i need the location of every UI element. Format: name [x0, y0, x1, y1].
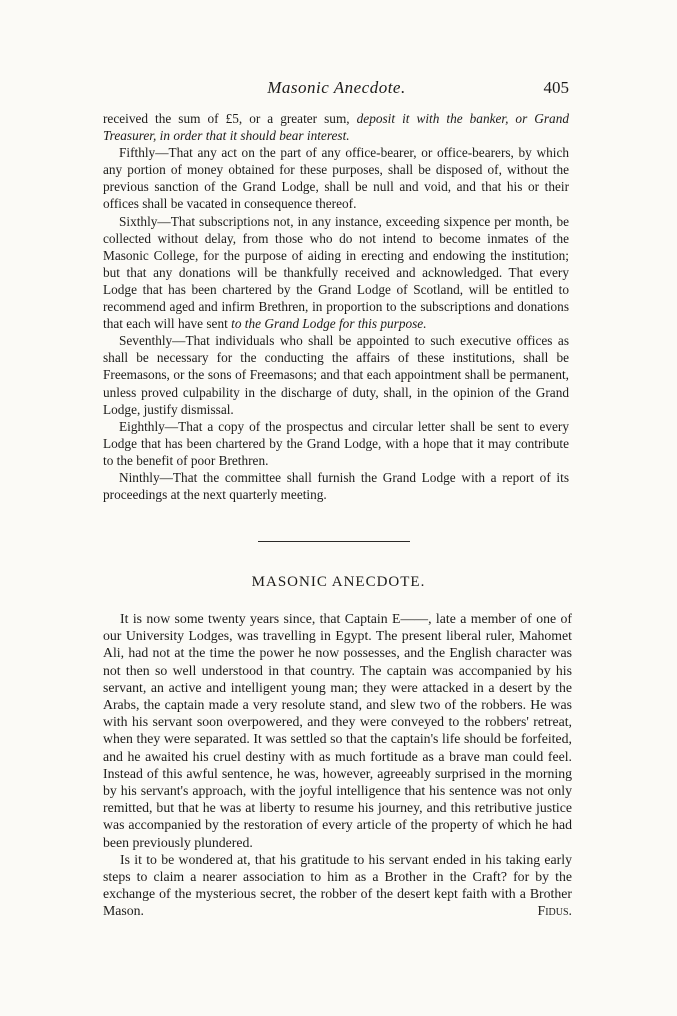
italic-text: deposit it with the banker, or Grand Treasurer, in order that it should bear interest. [103, 111, 569, 144]
article-paragraph [103, 851, 572, 920]
paragraph-text: Ninthly—That the committee shall furnish the Grand Lodge with a report of its proceedings at the next quarterly meeting. [103, 469, 569, 503]
page-header [104, 78, 569, 102]
resolution-paragraph [103, 213, 569, 333]
paragraph-text: received the sum of £5, or a greater sum, [103, 111, 357, 126]
paragraph-text: Fifthly—That any act on the part of any office-bearer, or office-bearers, by which any portion of money obtained for these purposes, shall be disposed of, without the previous sanction of the Grand Lodge, shall be null and void, and that his or their offices shall be vacated in consequence thereof. [103, 145, 569, 212]
article-title: MASONIC ANECDOTE. [251, 574, 426, 590]
running-title: Masonic Anecdote. [267, 78, 406, 97]
article-body [103, 610, 572, 920]
author-signature: Fidus. [537, 903, 572, 919]
paragraph-text: Is it to be wondered at, that his gratitude to his servant ended in his taking early steps to claim a nearer association to him as a Brother in the Craft? for by the exchange of the mysterious secret, the robber of the desert kept faith with a Brother Mason. [103, 851, 572, 919]
resolution-paragraph [103, 332, 569, 417]
section-divider [258, 541, 410, 542]
italic-text: to the Grand Lodge for this purpose. [231, 316, 427, 332]
resolution-paragraph [103, 469, 569, 503]
paragraph-text: Eighthly—That a copy of the prospectus and circular letter shall be sent to every Lodge that has been chartered by the Grand Lodge, with a hope that it may contribute to the benefit of poor Brethren. [103, 418, 569, 468]
paragraph-text: Seventhly—That individuals who shall be appointed to such executive offices as shall be necessary for the conducting the affairs of these institutions, shall be Freemasons, or the sons of Freemasons; and that each appointment shall be permanent, unless proved culpability in the discharge of duty, shall, in the opinion of the Grand Lodge, justify dismissal. [103, 333, 569, 417]
resolution-paragraph [103, 110, 569, 144]
resolution-paragraph [103, 144, 569, 212]
paragraph-text: Sixthly—That subscriptions not, in any instance, exceeding sixpence per month, be collected without delay, from those who do not intend to become inmates of the Masonic College, for the purpose of aiding in erecting and endowing the institution; but that any donations will be thankfully received and acknowledged. That every Lodge that has been chartered by the Grand Lodge of Scotland, will be entitled to recommend aged and infirm Brethren, in proportion to the subscriptions and donations that each will have sent [103, 213, 569, 332]
resolution-paragraph [103, 418, 569, 469]
page-number: 405 [543, 78, 569, 97]
article-paragraph: It is now some twenty years since, that Captain E——, late a member of one of our University Lodges, was travelling in Egypt. The present liberal ruler, Mahomet Ali, had not at the time the power he now possesses, and the English character was not then so well understood in that country. The captain was accompanied by his servant, an active and intelligent young man; they were attacked in a desert by the Arabs, the captain made a very resolute stand, and slew two of the robbers. He was with his servant soon overpowered, and they were conveyed to the robbers' retreat, when they were separated. It was settled so that the captain's life should be forfeited, and he awaited his cruel destiny with as much fortitude as a brave man could feel. Instead of this awful sentence, he was, however, agreeably surprised in the morning by his servant's approach, with the joyful intelligence that his sentence was not only remitted, but that he was at liberty to resume his journey, and this retributive justice was accompanied by the restoration of every article of the property of which he had been previously plundered. [103, 611, 572, 850]
resolutions-text [103, 110, 569, 503]
